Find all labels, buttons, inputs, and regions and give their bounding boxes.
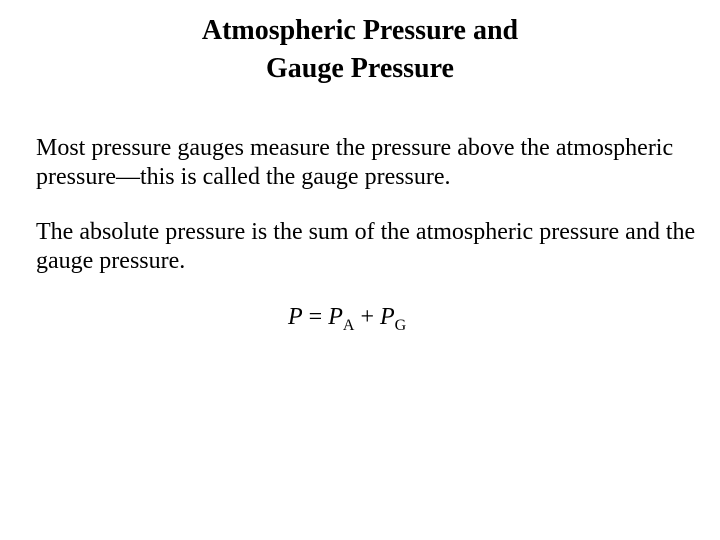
title-line-1: Atmospheric Pressure and: [201, 15, 519, 46]
formula-lhs: P: [288, 304, 303, 330]
formula-subscript-g: G: [394, 317, 407, 334]
formula-plus: +: [360, 304, 374, 330]
formula-term-gauge: P: [380, 304, 395, 330]
slide-title: [0, 12, 720, 88]
paragraph-gauge-pressure: Most pressure gauges measure the pressure above the atmospheric pressure—this is called the gauge pressure.: [36, 135, 674, 190]
paragraph-absolute-pressure: The absolute pressure is the sum of the atmospheric pressure and the gauge pressure.: [36, 219, 696, 274]
formula-subscript-a: A: [342, 317, 355, 334]
formula-term-atmospheric: P: [328, 304, 343, 330]
title-line-2: Gauge Pressure: [266, 53, 454, 84]
pressure-formula: [288, 302, 406, 332]
formula-equals: =: [308, 304, 323, 330]
